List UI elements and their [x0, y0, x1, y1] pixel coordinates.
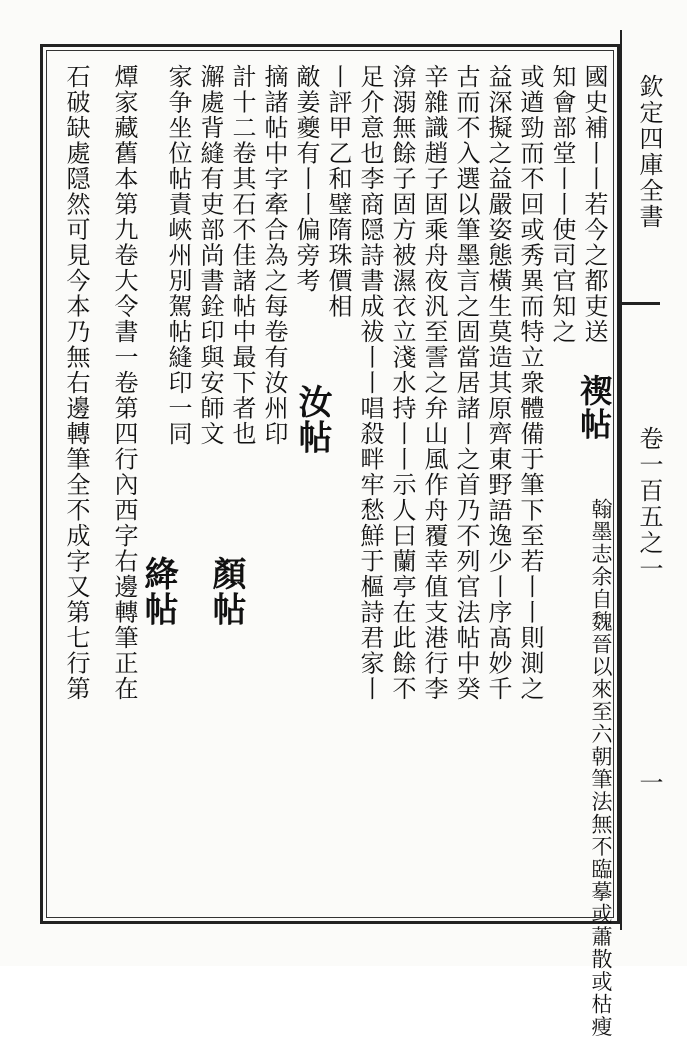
text-column-15: 燂家藏舊本第九卷大令書一卷第四行內西字右邊轉筆正在 — [110, 64, 138, 702]
text-column-5: 古而不入選以筆墨言之固當居諸丨之首乃不列官法帖中癸 — [452, 64, 480, 702]
text-column-16: 石破缺處隠然可見今本乃無右邊轉筆全不成字又第七行第 — [62, 64, 90, 702]
chapter-label: 卷一百五之一 — [635, 426, 663, 582]
heading-ru-tie: 汝帖 — [292, 384, 332, 455]
col-9-text: 丨評甲乙和璧隋珠價相 — [324, 64, 352, 319]
text-column-3: 或遒勁而不回或秀異而特立衆體備于筆下至若丨丨則測之 — [516, 64, 544, 702]
text-column-4: 益深擬之益嚴姿態橫生莫造其原齊東野語逸少丨序髙妙千 — [484, 64, 512, 702]
text-column-1 — [575, 64, 613, 441]
text-column-14: 家争坐位帖責峽州別駕帖縫印一同 — [164, 64, 192, 447]
text-column-13: 澥處背縫有吏部尚書銓印與安師文 — [196, 64, 224, 447]
col-10-text: 敵姜夔有丨丨偏旁考 — [292, 64, 320, 294]
margin-strip — [620, 30, 680, 930]
text-column-11: 摘諸帖中字牽合為之每卷有汝州印 — [260, 64, 288, 447]
heading-yan-tie: 顏帖 — [206, 556, 246, 627]
text-column-2 — [546, 64, 578, 345]
col-2-text: 知會部堂丨丨使司官知之 — [548, 64, 576, 345]
margin-rule — [620, 30, 622, 930]
text-column-12: 計十二卷其石不佳諸帖中最下者也 — [228, 64, 256, 447]
heading-xi-tie: 禊帖 — [575, 374, 613, 441]
xi-tie-note: 翰墨志余自魏晉以來至六朝筆法無不臨摹或蕭散或枯瘦 — [589, 498, 613, 1038]
text-column-10 — [290, 64, 322, 294]
margin-divider-top — [620, 302, 660, 305]
text-column-7: 渰溺無餘子固方被濕衣立淺水持丨丨示人曰蘭亭在此餘不 — [388, 64, 416, 702]
text-column-9 — [322, 64, 354, 319]
heading-jiang-tie: 絳帖 — [138, 556, 178, 627]
text-column-8: 足介意也李商隠詩書成祓丨丨唱殺畔牢愁鮮于樞詩君家丨 — [356, 64, 384, 702]
page-mark: 一 — [635, 770, 663, 796]
col-1-text: 國史補丨丨若今之都吏送 — [580, 64, 608, 345]
book-title: 欽定四庫全書 — [635, 74, 663, 230]
text-column-6: 辛雜識趙子固乘舟夜汎至霅之弁山風作舟覆幸值支港行李 — [420, 64, 448, 702]
